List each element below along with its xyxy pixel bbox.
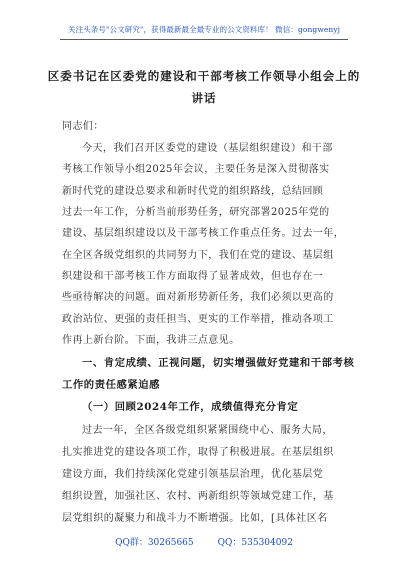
- section-heading-line-1: 一、肯定成绩、正视问题，切实增强做好党建和干部考核: [82, 357, 355, 369]
- paragraph-line: 组织设置，加强社区、农村、两新组织等领域党建工作，基: [62, 491, 334, 502]
- header-divider: [60, 39, 348, 40]
- header-banner: 关注头条号"公文研究"，获得最新最全最专业的公文资料库！ 微信：gongwenyj: [68, 25, 341, 34]
- paragraph-line: 在全区各级党组织的共同努力下，我们在党的建设、基层组: [62, 250, 334, 261]
- paragraph-line: 建设、基层组织建设以及干部考核工作重点任务。过去一年，: [62, 228, 345, 239]
- paragraph-line: 新时代党的建设总要求和新时代党的组织路线，总结回顾: [62, 186, 324, 197]
- paragraph-line: 考核工作领导小组2025年会议，主要任务是深入贯彻落实: [62, 164, 330, 175]
- subsection-heading: （一）回顾2024年工作，成绩值得充分肯定: [82, 401, 299, 413]
- paragraph-line: 建设方面，我们持续深化党建引领基层治理，优化基层党: [62, 469, 324, 480]
- paragraph-line: 过去一年，全区各级党组织紧紧围绕中心、服务大局，: [82, 425, 333, 436]
- paragraph-line: 层党组织的凝聚力和战斗力不断增强。比如，[具体社区名: [62, 513, 328, 524]
- footer-contact: [0, 535, 408, 548]
- qq-text: QQ：535304092: [217, 538, 293, 548]
- paragraph-line: 扎实推进党的建设各项工作，取得了积极进展。在基层组织: [62, 447, 334, 458]
- paragraph-line: 织建设和干部考核工作方面取得了显著成效，但也存在一: [62, 271, 324, 282]
- paragraph-line: 过去一年工作，分析当前形势任务，研究部署2025年党的: [62, 207, 330, 218]
- qq-group-text: QQ群：30265665: [115, 538, 194, 548]
- salutation: 同志们：: [62, 121, 104, 132]
- paragraph-line: 些亟待解决的问题。面对新形势新任务，我们必须以更高的: [62, 292, 334, 303]
- paragraph-line: 今天，我们召开区委党的建设（基层组织建设）和干部: [82, 143, 333, 154]
- paragraph-line: 政治站位、更强的责任担当、更实的工作举措，推动各项工: [62, 314, 334, 325]
- section-heading-line-2: 工作的责任感紧迫感: [62, 379, 161, 391]
- paragraph-line: 作再上新台阶。下面，我讲三点意见。: [62, 335, 240, 346]
- document-title-line-1: 区委书记在区委党的建设和干部考核工作领导小组会上的: [47, 69, 361, 83]
- document-title-line-2: 讲话: [191, 91, 217, 105]
